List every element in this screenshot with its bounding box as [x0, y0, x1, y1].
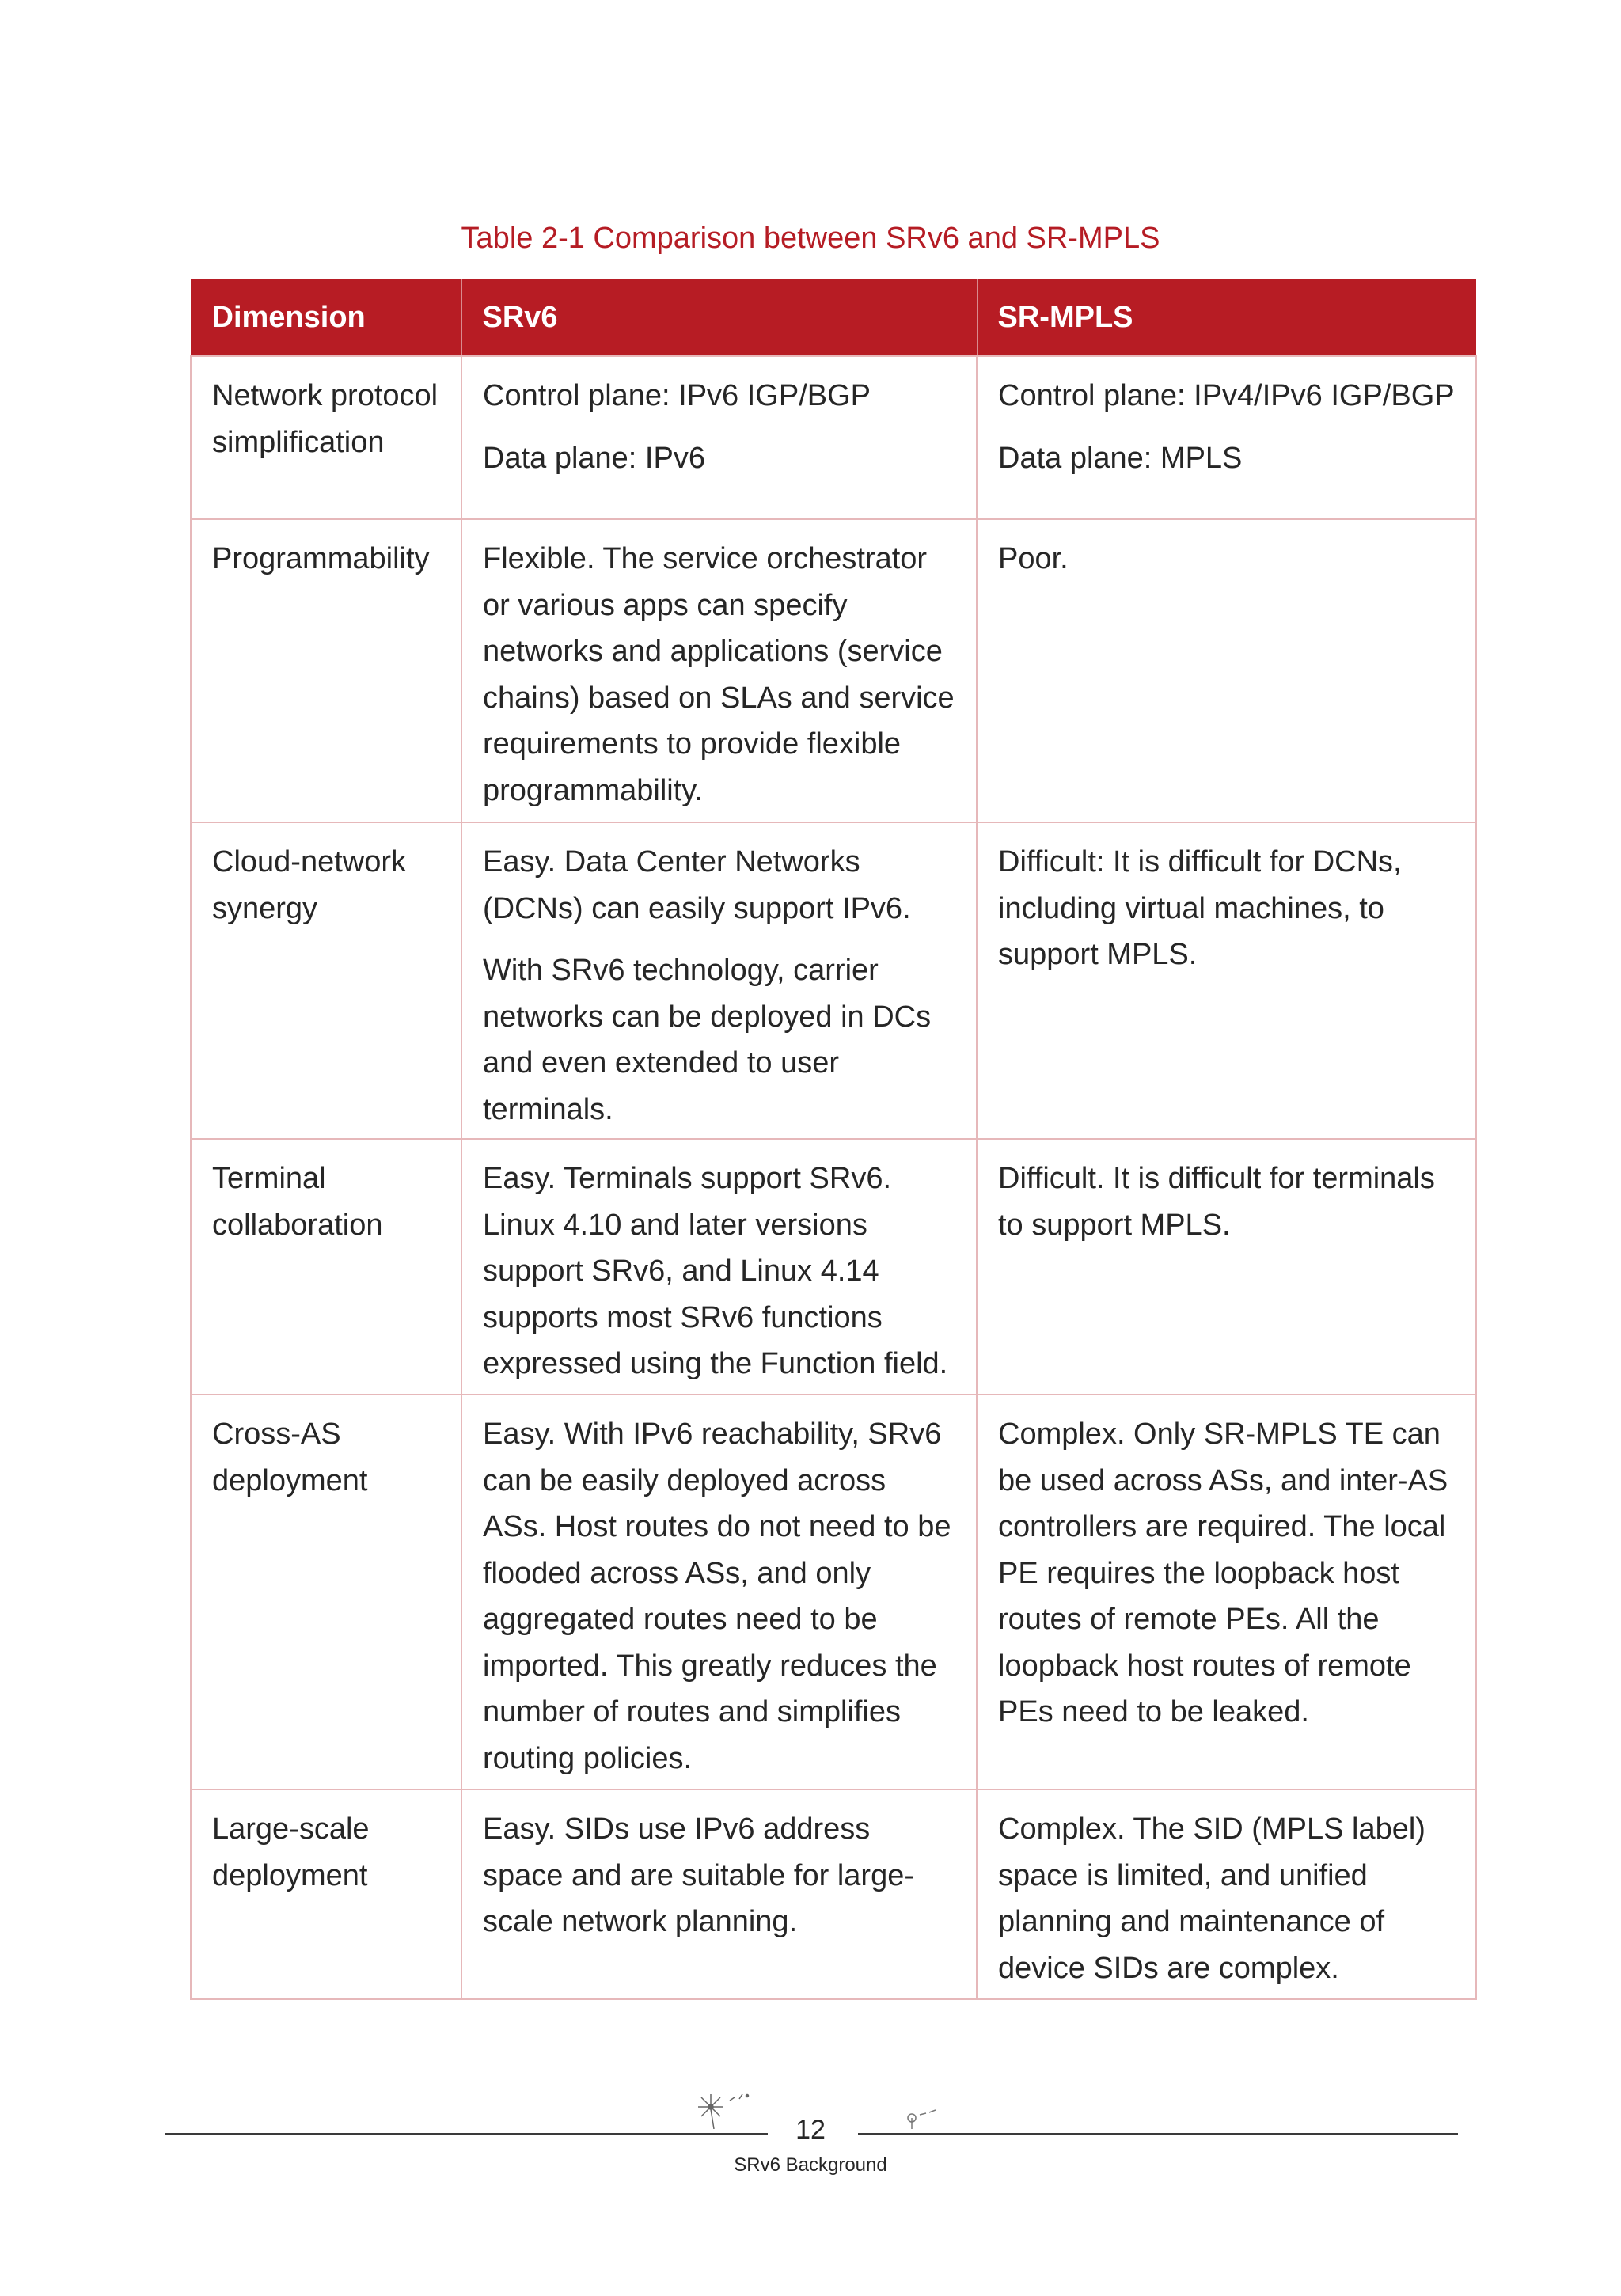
cell-text: Difficult. It is difficult for terminals to support MPLS. — [998, 1162, 1435, 1242]
cell-text: Poor. — [998, 542, 1069, 575]
sr-mpls-cell — [977, 822, 1476, 1139]
dimension-cell — [191, 356, 461, 519]
srv6-cell — [461, 356, 977, 519]
cell-text: With SRv6 technology, carrier networks can be deployed in DCs and even extended to user terminals. — [483, 954, 932, 1126]
cell-text: Control plane: IPv4/IPv6 IGP/BGP — [998, 379, 1455, 412]
srv6-cell — [461, 519, 977, 822]
srv6-cell — [461, 1395, 977, 1789]
cell-text: Complex. Only SR-MPLS TE can be used across ASs, and inter-AS controllers are required. The local PE requires the loopback host routes of remote PEs. All the loopback host routes of remote PEs need to be leaked. — [998, 1417, 1448, 1729]
cell-text: Control plane: IPv6 IGP/BGP — [483, 379, 871, 412]
sr-mpls-cell — [977, 1139, 1476, 1395]
header-srv6: SRv6 — [461, 279, 977, 356]
table-row — [191, 1139, 1476, 1395]
sr-mpls-cell — [977, 1789, 1476, 1999]
cell-text: Cross-AS deployment — [212, 1417, 368, 1497]
cell-text: Programmability — [212, 542, 430, 575]
footer-title: SRv6 Background — [734, 2154, 887, 2176]
header-dimension: Dimension — [191, 279, 461, 356]
srv6-cell — [461, 1139, 977, 1395]
cell-text: Terminal collaboration — [212, 1162, 383, 1242]
table-row — [191, 356, 1476, 519]
page-number: 12 — [795, 2115, 826, 2145]
cell-text: Data plane: MPLS — [998, 441, 1243, 475]
srv6-cell — [461, 1789, 977, 1999]
cell-text: Easy. Data Center Networks (DCNs) can easily support IPv6. — [483, 845, 911, 925]
cell-text: Data plane: IPv6 — [483, 441, 705, 475]
sr-mpls-cell — [977, 519, 1476, 822]
dimension-cell — [191, 1395, 461, 1789]
dimension-cell — [191, 519, 461, 822]
cell-text: Cloud-network synergy — [212, 845, 406, 925]
table-row — [191, 519, 1476, 822]
cell-text: Network protocol simplification — [212, 379, 438, 459]
cell-text: Difficult: It is difficult for DCNs, including virtual machines, to support MPLS. — [998, 845, 1402, 971]
sr-mpls-cell — [977, 356, 1476, 519]
table-row — [191, 1789, 1476, 1999]
srv6-cell — [461, 822, 977, 1139]
dimension-cell — [191, 1139, 461, 1395]
dimension-cell — [191, 822, 461, 1139]
cell-text: Large-scale deployment — [212, 1812, 370, 1892]
cell-text: Easy. Terminals support SRv6. Linux 4.10 and later versions support SRv6, and Linux 4.14 supports most SRv6 functions expressed using the Function field. — [483, 1162, 948, 1380]
header-sr-mpls: SR-MPLS — [977, 279, 1476, 356]
table-caption: Table 2-1 Comparison between SRv6 and SR-MPLS — [461, 222, 1160, 255]
table-row — [191, 822, 1476, 1139]
cell-text: Easy. With IPv6 reachability, SRv6 can be easily deployed across ASs. Host routes do not need to be flooded across ASs, and only aggregated routes need to be imported. This greatly reduces the number of routes and simplifies routing policies. — [483, 1417, 951, 1775]
cell-text: Complex. The SID (MPLS label) space is limited, and unified planning and maintenance of device SIDs are complex. — [998, 1812, 1425, 1985]
cell-text: Easy. SIDs use IPv6 address space and are suitable for large-scale network planning. — [483, 1812, 914, 1938]
comparison-table — [190, 279, 1477, 2000]
dimension-cell — [191, 1789, 461, 1999]
table-header-row — [191, 279, 1476, 356]
cell-text: Flexible. The service orchestrator or various apps can specify networks and applications (service chains) based on SLAs and service requirements to provide flexible programmability. — [483, 542, 955, 807]
sr-mpls-cell — [977, 1395, 1476, 1789]
table-row — [191, 1395, 1476, 1789]
